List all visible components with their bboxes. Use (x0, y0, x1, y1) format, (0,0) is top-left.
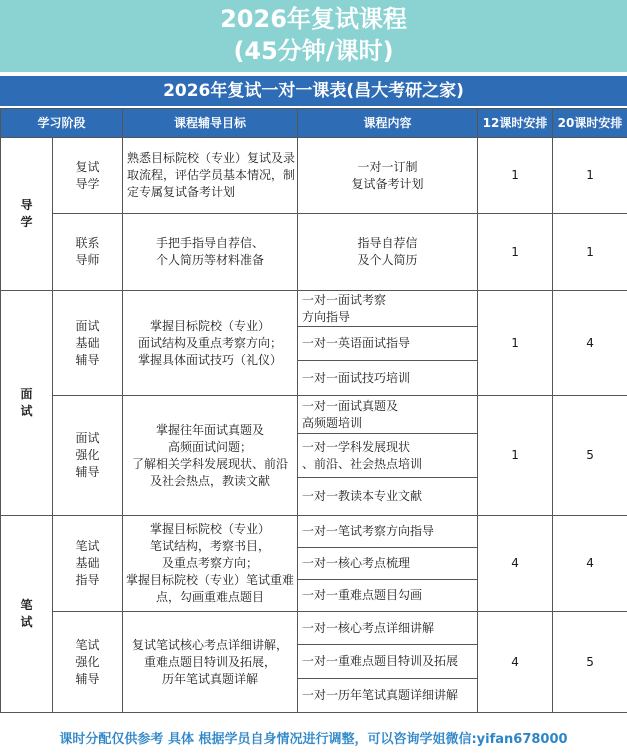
hours-12: 4 (478, 516, 553, 612)
header-12h: 12课时安排 (478, 109, 553, 138)
sub-stage: 笔试 基础 指导 (53, 516, 123, 612)
table-row (1, 291, 627, 327)
content-item: 一对一面试考察 方向指导 (298, 291, 478, 327)
header-content: 课程内容 (298, 109, 478, 138)
hours-20: 5 (553, 396, 627, 516)
table-row (1, 214, 627, 291)
goal-cell: 掌握往年面试真题及 高频面试问题； 了解相关学科发展现状、前沿 及社会热点，教读文献 (123, 396, 298, 516)
header-stage: 学习阶段 (1, 109, 123, 138)
content-item: 一对一历年笔试真题详细讲解 (298, 679, 478, 713)
content-item: 一对一笔试考察方向指导 (298, 516, 478, 548)
goal-cell: 掌握目标院校（专业） 笔试结构，考察书目， 及重点考察方向； 掌握目标院校（专业）笔试重难点，勾画重难点题目 (123, 516, 298, 612)
hours-12: 1 (478, 291, 553, 396)
content-cell: 一对一订制 复试备考计划 (298, 138, 478, 214)
table-row (1, 138, 627, 214)
stage-mianshi: 面 试 (1, 291, 53, 516)
table-header-row (1, 109, 627, 138)
content-item: 一对一核心考点梳理 (298, 548, 478, 580)
hours-12: 1 (478, 214, 553, 291)
content-cell: 指导自荐信 及个人简历 (298, 214, 478, 291)
sub-stage: 面试 强化 辅导 (53, 396, 123, 516)
sub-stage: 复试 导学 (53, 138, 123, 214)
hours-12: 1 (478, 396, 553, 516)
table-row (1, 612, 627, 645)
sub-stage: 笔试 强化 辅导 (53, 612, 123, 713)
hours-12: 1 (478, 138, 553, 214)
content-item: 一对一面试真题及 高频题培训 (298, 396, 478, 434)
table-title: 2026年复试一对一课表(昌大考研之家) (0, 76, 627, 106)
hours-12: 4 (478, 612, 553, 713)
course-banner (0, 0, 627, 72)
banner-title: 2026年复试课程 (220, 5, 407, 33)
sub-stage: 联系 导师 (53, 214, 123, 291)
hours-20: 5 (553, 612, 627, 713)
content-item: 一对一重难点题目特训及拓展 (298, 645, 478, 679)
table-row (1, 396, 627, 434)
hours-20: 4 (553, 516, 627, 612)
goal-cell: 掌握目标院校（专业） 面试结构及重点考察方向； 掌握具体面试技巧（礼仪） (123, 291, 298, 396)
content-item: 一对一英语面试指导 (298, 327, 478, 361)
header-20h: 20课时安排 (553, 109, 627, 138)
goal-cell: 熟悉目标院校（专业）复试及录取流程，评估学员基本情况，制定专属复试备考计划 (123, 138, 298, 214)
hours-20: 4 (553, 291, 627, 396)
header-goal: 课程辅导目标 (123, 109, 298, 138)
goal-cell: 手把手指导自荐信、 个人简历等材料准备 (123, 214, 298, 291)
footer-note: 课时分配仅供参考 具体 根据学员自身情况进行调整，可以咨询学姐微信:yifan678000 (59, 732, 568, 747)
content-item: 一对一学科发展现状 、前沿、社会热点培训 (298, 434, 478, 478)
goal-cell: 复试笔试核心考点详细讲解， 重难点题目特训及拓展， 历年笔试真题详解 (123, 612, 298, 713)
content-item: 一对一面试技巧培训 (298, 361, 478, 396)
content-item: 一对一教读本专业文献 (298, 478, 478, 516)
content-item: 一对一核心考点详细讲解 (298, 612, 478, 645)
content-item: 一对一重难点题目勾画 (298, 580, 478, 612)
hours-20: 1 (553, 138, 627, 214)
banner-subtitle: (45分钟/课时) (233, 37, 394, 65)
sub-stage: 面试 基础 辅导 (53, 291, 123, 396)
schedule-table (0, 108, 627, 713)
hours-20: 1 (553, 214, 627, 291)
stage-bishi: 笔 试 (1, 516, 53, 713)
stage-daoxue: 导 学 (1, 138, 53, 291)
table-row (1, 516, 627, 548)
